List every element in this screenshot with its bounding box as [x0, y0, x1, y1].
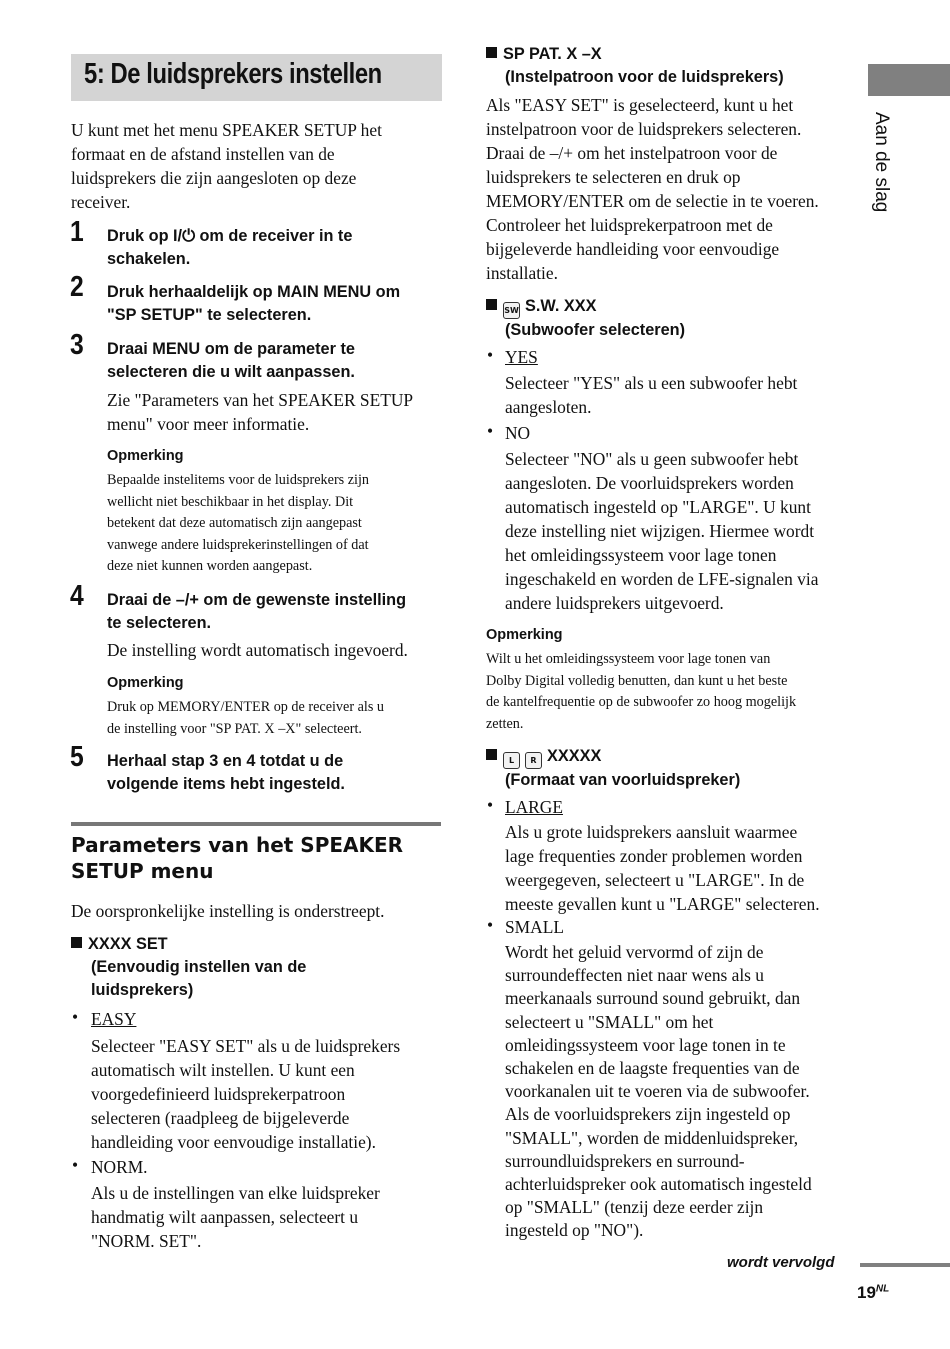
option-text: Selecteer "EASY SET" als u de luidsprekers automatisch wilt instellen. U kunt een voorgedefinieerd luidsprekerpatroon selecteren (raadpleeg de bijgeleverde handleiding voor eenvoudige installatie).	[91, 1036, 401, 1152]
option-text: Selecteer "YES" als u een subwoofer hebt aangesloten.	[505, 373, 798, 417]
front-right-speaker-icon: R	[525, 752, 542, 769]
side-tab-label: Aan de slag	[871, 112, 892, 213]
step-number: 2	[70, 271, 84, 303]
section-title: Parameters van het SPEAKER SETUP menu	[71, 833, 404, 883]
step-number: 3	[70, 329, 84, 361]
param-heading-subwoofer: SW S.W. XXX (Subwoofer selecteren)	[486, 295, 685, 342]
bullet-dot: •	[487, 421, 494, 441]
option-label: LARGE	[505, 797, 563, 817]
option-label: NO	[505, 423, 531, 443]
page-number: $19^{NL}$	[857, 1283, 890, 1302]
option-text: Selecteer "NO" als u geen subwoofer hebt aangesloten. De voorluidsprekers worden automatisch ingesteld op "LARGE". U kunt deze instelling niet wijzigen. Hiermee wordt het omleidingssysteem voor lage tonen ingeschakeld en worden de LFE-signalen via andere luidsprekers uitgevoerd.	[505, 449, 819, 613]
side-tab-marker	[868, 64, 950, 96]
note-text: Wilt u het omleidingssysteem voor lage tonen van Dolby Digital volledig benutten, dan kunt u het beste de kantelfrequentie op de subwoofer zo hoog mogelijk zetten.	[486, 651, 797, 732]
step-number: 1	[70, 216, 84, 248]
step-text: Druk herhaaldelijk op MAIN MENU om "SP SETUP" te selecteren.	[107, 283, 401, 324]
step-number: 4	[70, 580, 84, 612]
note-heading: Opmerking	[486, 627, 563, 643]
bullet-dot: •	[72, 1007, 79, 1027]
continued-label: wordt vervolgd	[727, 1254, 835, 1271]
square-bullet-icon	[486, 749, 497, 760]
subwoofer-icon: SW	[503, 302, 520, 319]
section-divider	[71, 822, 441, 826]
intro-paragraph: U kunt met het menu SPEAKER SETUP het formaat en de afstand instellen van de luidsprekers die zijn aangesloten op deze receiver.	[71, 120, 382, 212]
bullet-dot: •	[487, 345, 494, 365]
step-number: 5	[70, 741, 84, 773]
square-bullet-icon	[486, 299, 497, 310]
step-text: Draai MENU om de parameter te selecteren die u wilt aanpassen.	[107, 340, 355, 381]
option-text: Als u grote luidsprekers aansluit waarmee lage frequenties zonder problemen worden weergegeven, selecteert u "LARGE". In de meeste gevallen kunt u "LARGE" selecteren.	[505, 822, 820, 914]
square-bullet-icon	[486, 47, 497, 58]
bullet-dot: •	[72, 1155, 79, 1175]
option-label: SMALL	[505, 917, 564, 937]
page-title: 5: De luidsprekers instellen	[84, 58, 382, 90]
note-text: Bepaalde instelitems voor de luidsprekers zijn wellicht niet beschikbaar in het display. Dit betekent dat deze automatisch zijn aangepast vanwege andere luidsprekerinstellingen of dat deze niet kunnen worden aangepast.	[107, 472, 370, 574]
continued-rule	[860, 1263, 950, 1267]
note-heading: Opmerking	[107, 675, 184, 691]
step-body: Zie "Parameters van het SPEAKER SETUP menu" voor meer informatie.	[107, 390, 414, 434]
option-text: Als u de instellingen van elke luidspreker handmatig wilt aanpassen, selecteert u "NORM. SET".	[91, 1183, 380, 1251]
step-text: Herhaal stap 3 en 4 totdat u de volgende items hebt ingesteld.	[107, 752, 345, 793]
option-label: EASY	[91, 1009, 137, 1029]
square-bullet-icon	[71, 937, 82, 948]
option-text: Wordt het geluid vervormd of zijn de surroundeffecten niet naar wens als u meerkanaals surround sound gebruikt, dan selecteert u "SMALL" om het omleidingssysteem voor lage tonen in te schakelen en de laagste frequenties van de voorkanalen uit te voeren via de subwoofer. Als de voorluidsprekers zijn ingesteld op "SMALL", worden de middenluidspreker, surroundluidsprekers en surround- achterluidspreker ook automatisch ingesteld op "SMALL" (tenzij deze eerder zijn ingesteld op "NO").	[505, 942, 812, 1241]
param-heading-sp-pat: SP PAT. X –X (Instelpatroon voor de luidsprekers)	[486, 43, 784, 89]
step-body: De instelling wordt automatisch ingevoerd.	[107, 640, 408, 660]
param-description: Als "EASY SET" is geselecteerd, kunt u het instelpatroon voor de luidsprekers selecteren. Draai de –/+ om het instelpatroon voor de luidsprekers te selecteren en druk op MEMORY/ENTER om de selectie in te voeren. Controleer het luidsprekerpatroon met de bijgeleverde handleiding voor eenvoudige installatie.	[486, 95, 819, 283]
front-left-speaker-icon: L	[503, 752, 520, 769]
step-text: Draai de –/+ om de gewenste instelling te selecteren.	[107, 591, 407, 632]
step-text: Druk op I/⏻ om de receiver in te schakelen.	[107, 227, 353, 268]
bullet-dot: •	[487, 795, 494, 815]
section-subtitle: De oorspronkelijke instelling is onderstreept.	[71, 901, 385, 921]
option-label: NORM.	[91, 1157, 148, 1177]
note-heading: Opmerking	[107, 448, 184, 464]
note-text: Druk op MEMORY/ENTER op de receiver als u de instelling voor "SP PAT. X –X" selecteert.	[107, 699, 384, 737]
option-label: YES	[505, 347, 538, 367]
bullet-dot: •	[487, 915, 494, 935]
param-heading-xxxx-set: XXXX SET (Eenvoudig instellen van de luidsprekers)	[71, 933, 306, 1002]
param-heading-front-speakers: L R XXXXX (Formaat van voorluidspreker)	[486, 745, 740, 792]
